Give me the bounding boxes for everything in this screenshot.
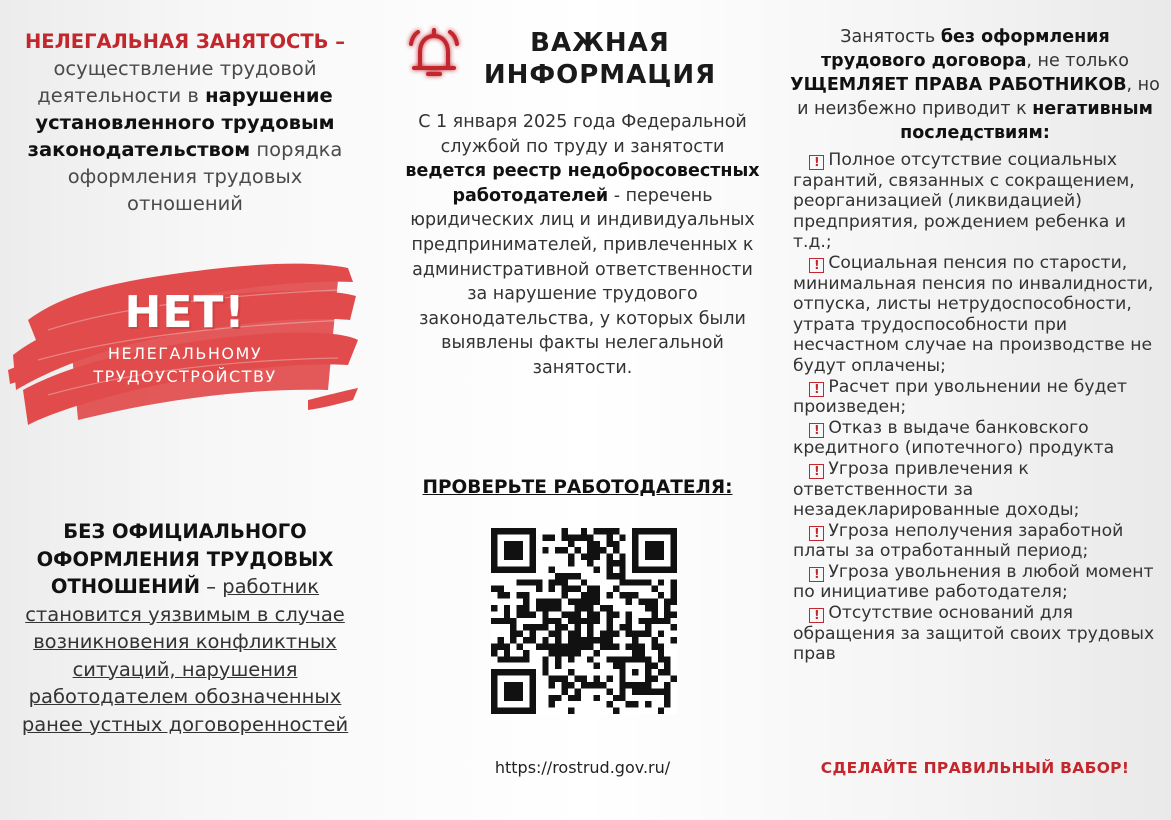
illegal-employment-heading: НЕЛЕГАЛЬНАЯ ЗАНЯТОСТЬ – (24, 30, 346, 53)
warning-icon: ! (809, 608, 824, 623)
definition-text-2: порядка оформления трудовых отношений (67, 138, 343, 215)
list-item (793, 150, 1163, 253)
list-item (793, 377, 1163, 418)
without-registration-bold: БЕЗ ОФИЦИАЛЬНОГО ОФОРМЛЕНИЯ ТРУДОВЫХ ОТНОШЕНИЙ (36, 520, 334, 598)
definition-bold: нарушение установленного трудовым законодательством (27, 84, 335, 161)
brush-stroke-graphic (8, 250, 358, 430)
left-column (0, 0, 370, 820)
warning-icon: ! (809, 382, 824, 397)
intro-t3: , но и неизбежно приводит к (797, 75, 1160, 119)
registry-text-1: С 1 января 2025 года Федеральной службой по труду и занятости (418, 112, 747, 157)
check-employer-heading: ПРОВЕРЬТЕ РАБОТОДАТЕЛЯ: (422, 477, 733, 498)
list-item-text: Социальная пенсия по старости, минимальная пенсия по инвалидности, отпуска, листы нетрудоспособности, утрата трудоспособности при несчастном случае на производстве не будут оплачены; (793, 252, 1154, 376)
dash: – (200, 575, 223, 598)
list-item-text: Угроза увольнения в любой момент по инициативе работодателя; (793, 561, 1154, 603)
brush-stroke-banner (8, 250, 358, 430)
intro-b2: УЩЕМЛЯЕТ ПРАВА РАБОТНИКОВ (790, 75, 1127, 95)
registry-bold: ведется реестр недобросовестных работодателей (405, 161, 760, 206)
vulnerability-text: работник становится уязвимым в случае возникновения конфликтных ситуаций, нарушения работодателем обозначенных ранее устных договоренностей (21, 575, 349, 736)
list-item-text: Отказ в выдаче банковского кредитного (ипотечного) продукта (793, 417, 1115, 459)
intro-b3: негативным последствиям: (900, 99, 1153, 143)
warning-icon: ! (809, 464, 824, 479)
consequences-list (793, 150, 1163, 665)
consequences-intro (790, 25, 1160, 145)
intro-t2: , не только (1026, 51, 1129, 71)
illegal-employment-definition (10, 28, 360, 217)
list-item (793, 253, 1163, 377)
list-item (793, 521, 1163, 562)
without-official-registration-note (5, 518, 365, 738)
list-item-text: Отсутствие оснований для обращения за защитой своих трудовых прав (793, 603, 1155, 665)
important-info-title (455, 27, 745, 91)
title-line-2: ИНФОРМАЦИЯ (483, 60, 717, 90)
registry-text-2: - перечень юридических лиц и индивидуальных предпринимателей, привлеченных к административной ответственности за нарушение трудового законодательства, у которых были выявлены факты нелегальной занятости. (410, 185, 755, 378)
middle-column (395, 0, 780, 820)
registry-info-text (405, 110, 760, 381)
employment-label: ТРУДОУСТРОЙСТВУ (93, 367, 277, 386)
right-choice-cta: СДЕЛАЙТЕ ПРАВИЛЬНЫЙ ВАБОР! (820, 759, 1130, 777)
warning-icon: ! (809, 423, 824, 438)
no-label: НЕТ! (124, 287, 246, 338)
warning-icon: ! (809, 155, 824, 170)
list-item (793, 418, 1163, 459)
list-item-text: Угроза неполучения заработной платы за отработанный период; (793, 520, 1124, 562)
illegal-label: НЕЛЕГАЛЬНОМУ (107, 344, 263, 363)
warning-icon: ! (809, 567, 824, 582)
intro-t1: Занятость (840, 27, 941, 47)
list-item (793, 562, 1163, 603)
list-item-text: Полное отсутствие социальных гарантий, связанных с сокращением, реорганизацией (ликвидацией) предприятия, рождением ребенка и т.д.; (793, 150, 1135, 253)
intro-b1: без оформления трудового договора (821, 27, 1110, 71)
right-column (790, 0, 1171, 820)
list-item-text: Угроза привлечения к ответственности за незадекларированные доходы; (793, 458, 1080, 521)
definition-text-1: осуществление трудовой деятельности в (37, 57, 317, 107)
list-item (793, 459, 1163, 521)
title-line-1: ВАЖНАЯ (530, 28, 670, 58)
qr-code-icon[interactable] (491, 528, 677, 714)
warning-icon: ! (809, 526, 824, 541)
list-item (793, 603, 1163, 665)
warning-icon: ! (809, 258, 824, 273)
rostrud-link[interactable]: https://rostrud.gov.ru/ (494, 758, 671, 777)
list-item-text: Расчет при увольнении не будет произведен; (793, 376, 1128, 418)
